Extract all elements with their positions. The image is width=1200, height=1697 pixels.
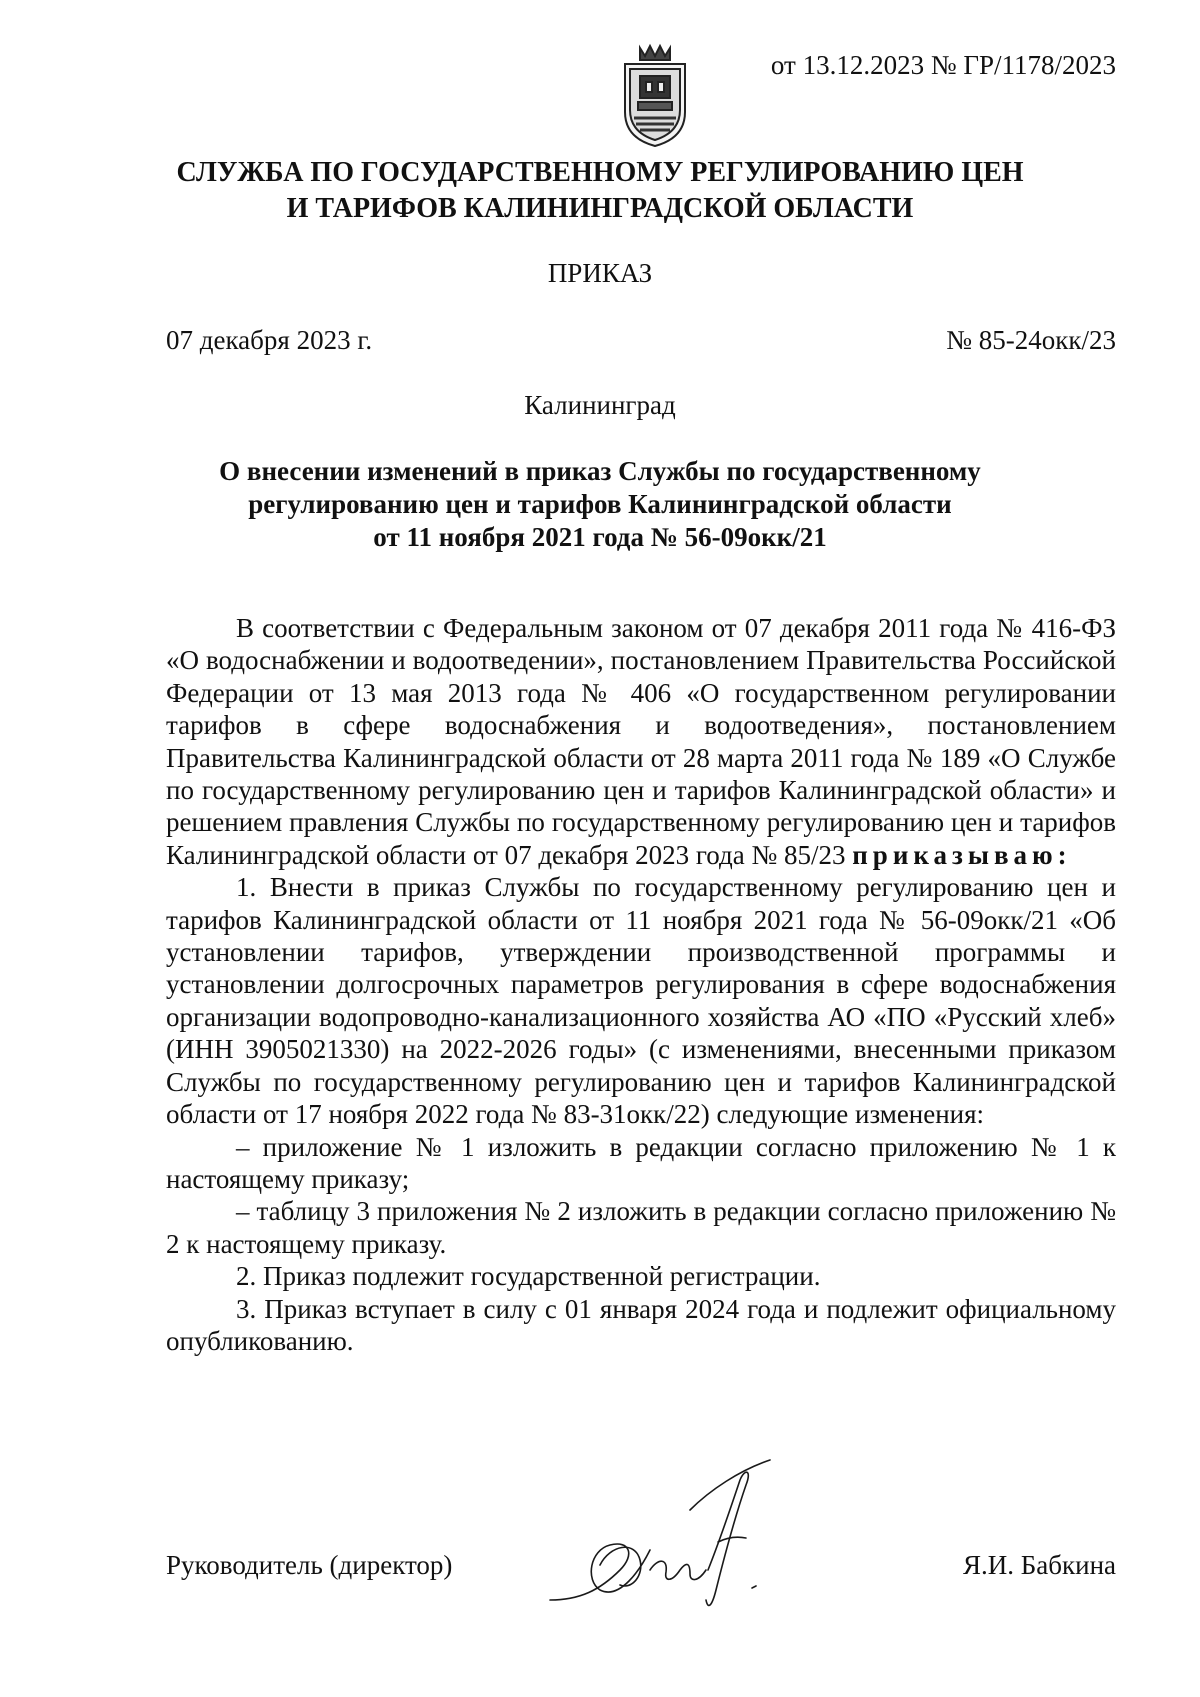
agency-name-line: СЛУЖБА ПО ГОСУДАРСТВЕННОМУ РЕГУЛИРОВАНИЮ ЦЕН: [176, 157, 1024, 188]
document-number: № 85-24окк/23: [946, 325, 1116, 355]
document-type: ПРИКАЗ: [547, 258, 653, 288]
agency-name-line: И ТАРИФОВ КАЛИНИНГРАДСКОЙ ОБЛАСТИ: [286, 193, 914, 224]
item-1b-paragraph: – таблицу 3 приложения № 2 изложить в редакции согласно приложению № 2 к настоящему приказу.: [166, 1196, 1116, 1259]
subject-line: О внесении изменений в приказ Службы по государственному: [219, 456, 981, 486]
subject-line: регулированию цен и тарифов Калининградской области: [248, 489, 952, 519]
handwritten-signature-icon: [540, 1450, 800, 1620]
preamble-text: В соответствии с Федеральным законом от 07 декабря 2011 года № 416-ФЗ «О водоснабжении и водоотведении», постановлением Правительства Российской Федерации от 13 мая 2013 года № 406 «О государственном регулировании тарифов в сфере водоснабжения и водоотведения», постановлением Правительства Калининградской области от 28 марта 2011 года № 189 «О Службе по государственному регулированию цен и тарифов Калининградской области» и решением правления Службы по государственному регулированию цен и тарифов Калининградской области от 07 декабря 2023 года № 85/23: [166, 613, 1116, 870]
item-1a-paragraph: – приложение № 1 изложить в редакции согласно приложению № 1 к настоящему приказу;: [166, 1131, 1116, 1194]
signer-name: Я.И. Бабкина: [963, 1550, 1116, 1580]
preamble-paragraph: [166, 612, 1116, 871]
document-subject: [0, 455, 1200, 554]
subject-line: от 11 ноября 2021 года № 56-09окк/21: [373, 522, 827, 552]
document-body: [166, 612, 1116, 1357]
item-3-paragraph: 3. Приказ вступает в силу с 01 января 2024 года и подлежит официальному опубликованию.: [166, 1293, 1116, 1356]
item-2-paragraph: 2. Приказ подлежит государственной регистрации.: [236, 1261, 821, 1292]
registration-number: от 13.12.2023 № ГР/1178/2023: [770, 50, 1116, 80]
agency-name: [0, 155, 1200, 227]
city: Калининград: [524, 390, 676, 420]
document-date: 07 декабря 2023 г.: [166, 325, 373, 355]
coat-of-arms-icon: [620, 42, 690, 150]
signer-title: Руководитель (директор): [166, 1550, 453, 1580]
item-1-paragraph: 1. Внести в приказ Службы по государственному регулированию цен и тарифов Калининградской области от 11 ноября 2021 года № 56-09окк/21 «Об установлении тарифов, утверждении производственной программы и установлении долгосрочных параметров регулирования в сфере водоснабжения организации водопроводно-канализационного хозяйства АО «ПО «Русский хлеб» (ИНН 3905021330) на 2022-2026 годы» (с изменениями, внесенными приказом Службы по государственному регулированию цен и тарифов Калининградской области от 17 ноября 2022 года № 83-31окк/22) следующие изменения:: [166, 872, 1116, 1130]
order-word: приказываю:: [852, 839, 1072, 870]
